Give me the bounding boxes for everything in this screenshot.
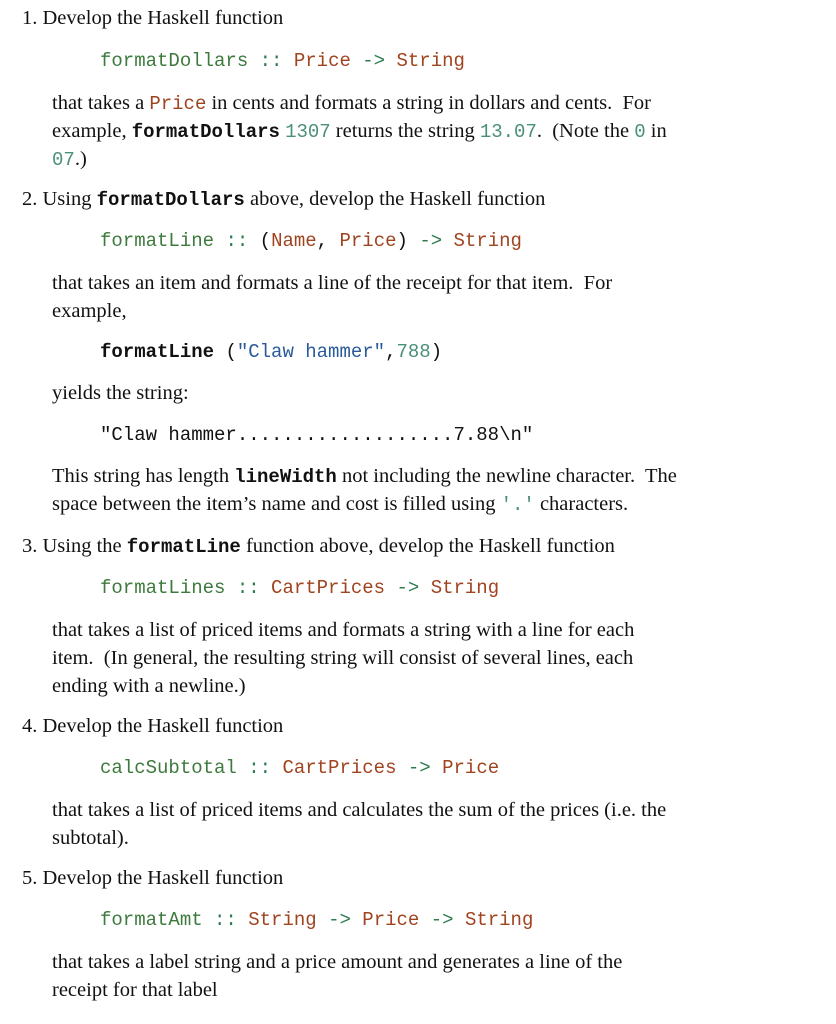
item-3-desc-line-3: ending with a newline.) [52, 675, 246, 697]
item-intro: Develop the Haskell function [42, 867, 284, 889]
arrow: -> [362, 50, 386, 72]
function-ref: formatDollars [96, 189, 245, 211]
item-5-desc-line-1: that takes a label string and a price amount and generates a line of the [52, 951, 623, 973]
item-2-result: "Claw hammer...................7.88\n" [100, 424, 534, 446]
item-3-desc-line-2: item. (In general, the resulting string will consist of several lines, each [52, 647, 634, 669]
type-separator: :: [225, 230, 249, 252]
item-3-signature [100, 579, 499, 598]
item-2-note-line-2: space between the item’s name and cost is filled using '.' characters. [52, 493, 629, 516]
code-literal: 07 [52, 149, 75, 171]
code-ref: lineWidth [234, 466, 337, 488]
return-type: String [453, 230, 522, 252]
number-literal: 788 [396, 341, 431, 363]
arg-type: Price [293, 50, 351, 72]
type-ref: Price [149, 93, 207, 115]
item-2-desc-line-1: that takes an item and formats a line of the receipt for that item. For [52, 272, 613, 294]
arg-type: CartPrices [271, 577, 386, 599]
return-type: Price [442, 757, 500, 779]
item-4-desc-line-2: subtotal). [52, 827, 129, 849]
arg-type: String [248, 909, 317, 931]
item-3-desc-line-1: that takes a list of priced items and formats a string with a line for each [52, 619, 635, 641]
function-ref: formatLine [126, 536, 241, 558]
item-2-desc-line-2: example, [52, 300, 127, 322]
item-1-desc-line-1: that takes a Price in cents and formats a string in dollars and cents. For [52, 92, 652, 115]
item-4-signature [100, 759, 499, 778]
function-name: calcSubtotal [100, 757, 237, 779]
item-1-heading [22, 8, 283, 29]
function-name: formatAmt [100, 909, 203, 931]
item-intro: Develop the Haskell function [42, 7, 284, 29]
item-4-heading [22, 716, 283, 737]
item-1-desc-line-3: 07.) [52, 148, 87, 171]
type-separator: :: [236, 577, 260, 599]
return-type: String [464, 909, 534, 931]
item-4-desc-line-1: that takes a list of priced items and calculates the sum of the prices (i.e. the [52, 799, 667, 821]
tuple-type-2: Price [339, 230, 397, 252]
number-literal: 1307 [285, 121, 331, 143]
item-2-yields: yields the string: [52, 382, 189, 404]
string-literal: "Claw hammer" [236, 341, 386, 363]
arrow-2: -> [430, 909, 454, 931]
item-2-example: formatLine ("Claw hammer",788) [100, 341, 443, 363]
type-separator: :: [248, 757, 272, 779]
result-literal: 13.07 [479, 121, 537, 143]
item-1-signature [100, 52, 465, 71]
function-ref: formatLine [100, 341, 215, 363]
function-name: formatLine [100, 230, 215, 252]
item-5-heading [22, 868, 283, 889]
item-number: 1. [22, 7, 38, 29]
item-number: 5. [22, 867, 38, 889]
item-5-signature [100, 911, 533, 930]
type-separator: :: [259, 50, 283, 72]
arg-type-2: Price [362, 909, 420, 931]
arrow: -> [419, 230, 443, 252]
item-intro: Develop the Haskell function [42, 715, 284, 737]
item-2-note-line-1: This string has length lineWidth not including the newline character. The [52, 465, 677, 488]
char-literal: '.' [500, 494, 535, 516]
arrow: -> [396, 577, 420, 599]
item-1-desc-line-2: example, formatDollars 1307 returns the string 13.07. (Note the 0 in [52, 120, 667, 143]
item-number: 2. [22, 188, 38, 210]
item-3-heading: 3. Using the formatLine function above, develop the Haskell function [22, 535, 615, 558]
item-2-signature: formatLine :: (Name, Price) -> String [100, 230, 522, 252]
return-type: String [396, 50, 465, 72]
item-number: 4. [22, 715, 38, 737]
item-5-desc-line-2: receipt for that label [52, 979, 218, 1001]
zero-literal: 0 [634, 121, 646, 143]
function-ref: formatDollars [131, 121, 280, 143]
tuple-type-1: Name [271, 230, 317, 252]
arrow: -> [407, 757, 431, 779]
arrow: -> [328, 909, 351, 931]
function-name: formatDollars [100, 50, 249, 72]
type-separator: :: [214, 909, 237, 931]
arg-type: CartPrices [282, 757, 397, 779]
item-2-heading: 2. Using formatDollars above, develop the Haskell function [22, 188, 546, 211]
item-number: 3. [22, 535, 38, 557]
return-type: String [430, 577, 500, 599]
function-name: formatLines [100, 577, 226, 599]
